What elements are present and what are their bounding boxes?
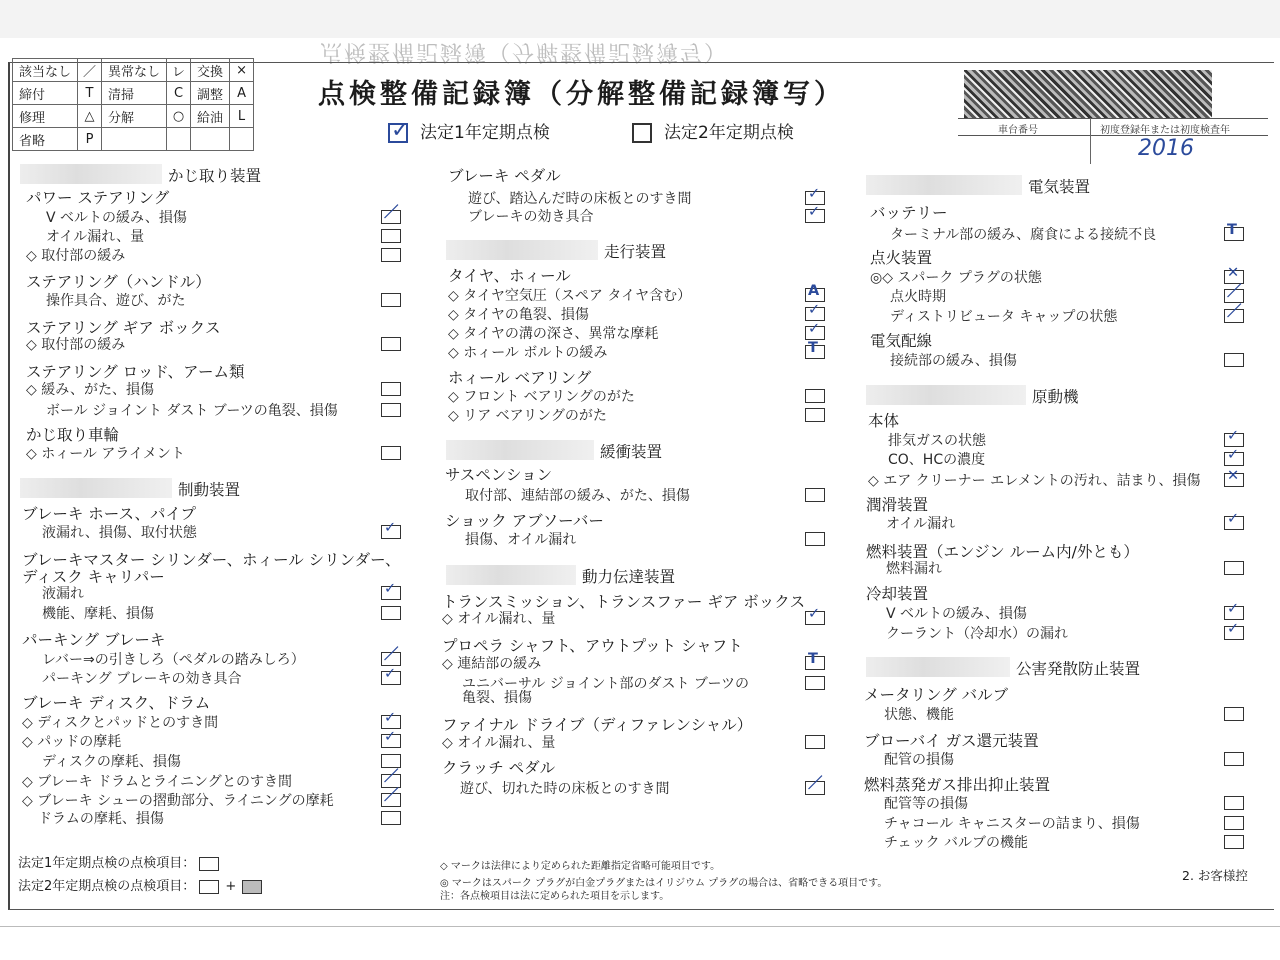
handwritten-check-mark: ✓ (808, 186, 821, 202)
item-category: かじ取り車輪 (26, 426, 120, 444)
check-item-label: ユニバーサル ジョイント部のダスト ブーツの (462, 676, 749, 692)
legend-symbol: ／ (78, 59, 102, 82)
item-category: 潤滑装置 (866, 496, 929, 514)
handwritten-check-mark: ✓ (384, 581, 397, 597)
check-box[interactable] (1224, 707, 1244, 721)
check-item-label: ターミナル部の緩み、腐食による接続不良 (890, 227, 1157, 243)
legend-symbol: P (78, 128, 102, 151)
item-category: トランスミッション、トランスファー ギア ボックス (442, 593, 806, 611)
section-header-bar (446, 565, 576, 585)
item-category: ブレーキ ペダル (448, 167, 561, 185)
check-box[interactable] (1224, 816, 1244, 830)
check-item-label: チャコール キャニスターの詰まり、損傷 (884, 816, 1140, 832)
check-box[interactable] (1224, 561, 1244, 575)
check-item-label: ◇ ディスクとパッドとのすき間 (22, 715, 219, 731)
item-category: ディスク キャリパー (22, 568, 165, 586)
legend-row (13, 128, 254, 151)
check-box[interactable] (381, 248, 401, 262)
item-category: ステアリング ギア ボックス (26, 319, 221, 337)
handwritten-check-mark: ✓ (808, 204, 821, 220)
check-box[interactable] (381, 403, 401, 417)
legend-term: 給油 (191, 105, 230, 128)
legend-term: 清掃 (102, 82, 167, 105)
check-item-label: ブレーキの効き具合 (468, 209, 594, 225)
legend-term: 分解 (102, 105, 167, 128)
handwritten-check-mark: ✓ (808, 606, 821, 622)
check-item-label: パーキング ブレーキの効き具合 (42, 671, 242, 687)
legend-symbol: T (78, 82, 102, 105)
check-item-label: ◇ 取付部の緩み (26, 248, 126, 264)
check-item-label: V ベルトの緩み、損傷 (46, 210, 187, 226)
check-box[interactable] (805, 408, 825, 422)
check-item-label: 亀裂、損傷 (462, 690, 532, 706)
legend-symbol: ○ (167, 105, 191, 128)
check-item-label: ボール ジョイント ダスト ブーツの亀裂、損傷 (46, 403, 338, 419)
handwritten-check-mark: ✓ (384, 666, 397, 682)
check-item-label: ◇ タイヤ空気圧（スペア タイヤ含む） (448, 288, 692, 304)
check-item-label: レバー⇒の引きしろ（ペダルの踏みしろ） (42, 652, 305, 668)
check-box[interactable] (381, 293, 401, 307)
section-title: かじ取り装置 (168, 167, 262, 185)
item-category: パーキング ブレーキ (22, 631, 166, 649)
handwritten-check-mark: ✓ (1227, 601, 1240, 617)
item-category: ブレーキマスター シリンダー、ホィール シリンダー、 (22, 551, 401, 569)
check-item-label: 燃料漏れ (886, 561, 942, 577)
legal-2yr-box-gray (242, 880, 262, 894)
check-item-label: ◇ 取付部の緩み (26, 337, 126, 353)
section-header-bar (866, 385, 1026, 405)
item-category: ブローバイ ガス還元装置 (864, 732, 1039, 750)
check-box[interactable] (1224, 752, 1244, 766)
customer-copy-label: 2. お客様控 (1182, 868, 1248, 883)
item-category: 冷却装置 (866, 585, 929, 603)
check-item-label: CO、HCの濃度 (888, 452, 986, 468)
legend-term: 該当なし (13, 59, 78, 82)
section-header-bar (866, 175, 1022, 195)
check-item-label: ◇ オイル漏れ、量 (442, 735, 556, 751)
section-header-bar (446, 240, 598, 260)
section-title: 動力伝達装置 (582, 568, 676, 586)
legend-symbol (230, 128, 254, 151)
option-1yr-inspection[interactable] (388, 118, 550, 143)
item-category: ブレーキ ディスク、ドラム (22, 694, 211, 712)
item-category: パワー ステアリング (26, 189, 170, 207)
check-item-label: ◇ ホィール アライメント (26, 446, 185, 462)
check-item-label: クーラント（冷却水）の漏れ (886, 626, 1068, 642)
handwritten-check-mark: ✓ (808, 302, 821, 318)
check-box[interactable] (805, 488, 825, 502)
check-item-label: 損傷、オイル漏れ (465, 532, 577, 548)
check-box[interactable] (381, 382, 401, 396)
legend-symbol (167, 128, 191, 151)
check-item-label: 液漏れ、損傷、取付状態 (42, 525, 197, 541)
vehicle-number-label: 車台番号 (998, 125, 1038, 136)
handwritten-check-mark: ／ (384, 788, 399, 804)
legal-2yr-box-white (199, 880, 219, 894)
handwritten-check-mark: ／ (808, 776, 823, 792)
check-item-label: 排気ガスの状態 (888, 433, 986, 449)
legend-symbol: × (230, 59, 254, 82)
check-box[interactable] (381, 754, 401, 768)
legend-symbol: レ (167, 59, 191, 82)
check-item-label: 接続部の緩み、損傷 (890, 353, 1017, 369)
check-box[interactable] (1224, 796, 1244, 810)
handwritten-check-mark: T (808, 651, 818, 667)
redacted-vehicle-number (964, 70, 1212, 118)
item-category: 本体 (868, 412, 900, 430)
item-category: 燃料蒸発ガス排出抑止装置 (864, 776, 1051, 794)
check-box[interactable] (1224, 353, 1244, 367)
item-category: ショック アブソーバー (445, 512, 604, 530)
check-item-label: ◇ フロント ベアリングのがた (448, 389, 635, 405)
handwritten-check-mark: ／ (1227, 304, 1242, 320)
item-category: 電気配線 (870, 332, 933, 350)
check-box[interactable] (381, 229, 401, 243)
legend-row (13, 105, 254, 128)
item-category: プロペラ シャフト、アウトプット シャフト (442, 637, 743, 655)
legend-symbol: △ (78, 105, 102, 128)
legend-term: 修理 (13, 105, 78, 128)
legal-2yr-legend (18, 875, 262, 894)
section-title: 電気装置 (1028, 178, 1091, 196)
legal-1yr-legend (18, 852, 219, 871)
check-item-label: 配管の損傷 (884, 752, 954, 768)
check-item-label: ◇ オイル漏れ、量 (442, 611, 556, 627)
legal-1yr-box (199, 857, 219, 871)
check-item-label: ◇ リア ベアリングのがた (448, 408, 607, 424)
check-box[interactable] (805, 676, 825, 690)
legend-term: 異常なし (102, 59, 167, 82)
handwritten-check-mark: ✓ (1227, 511, 1240, 527)
option-1yr-label: 法定1年定期点検 (420, 123, 550, 143)
handwritten-check-mark: ／ (384, 769, 399, 785)
check-item-label: 状態、機能 (884, 707, 954, 723)
legend-term: 締付 (13, 82, 78, 105)
handwritten-check-mark: A (808, 283, 820, 299)
item-category: サスペンション (445, 466, 553, 484)
section-title: 原動機 (1032, 388, 1079, 406)
item-category: ステアリング（ハンドル） (26, 273, 211, 291)
section-title: 走行装置 (604, 243, 667, 261)
check-item-label: ◇ 連結部の緩み (442, 656, 542, 672)
handwritten-check-mark: ／ (384, 205, 399, 221)
check-item-label: ◇ ホィール ボルトの緩み (448, 345, 608, 361)
item-category: タイヤ、ホィール (448, 267, 571, 285)
check-item-label: ◎◇ スパーク プラグの状態 (870, 270, 1042, 286)
handwritten-check-mark: ／ (384, 647, 399, 663)
top-strip (0, 0, 1280, 38)
check-item-label: 機能、摩耗、損傷 (42, 606, 154, 622)
legal-2yr-plus: + (225, 879, 237, 894)
check-item-label: ディストリビュータ キャップの状態 (890, 309, 1118, 325)
check-box[interactable] (805, 532, 825, 546)
handwritten-check-mark: T (808, 340, 818, 356)
handwritten-check-mark: T (1227, 222, 1237, 238)
check-box[interactable] (1224, 835, 1244, 849)
check-box[interactable] (381, 606, 401, 620)
lower-rule (0, 926, 1280, 927)
handwritten-check-mark: ✕ (1227, 265, 1240, 281)
footnote-2: ◎ マークはスパーク プラグが白金プラグまたはイリジウム プラグの場合は、省略できる項目です。 (440, 878, 888, 889)
check-item-label: 取付部、連結部の緩み、がた、損傷 (465, 488, 690, 504)
check-box[interactable] (805, 735, 825, 749)
section-header-bar (866, 657, 1010, 677)
option-2yr-label: 法定2年定期点検 (664, 123, 794, 143)
handwritten-check-mark: ✓ (1227, 621, 1240, 637)
option-1yr-checkbox[interactable] (388, 123, 408, 143)
check-box[interactable] (381, 446, 401, 460)
check-item-label: ◇ タイヤの亀裂、損傷 (448, 307, 589, 323)
item-category: バッテリー (870, 204, 948, 222)
item-category: クラッチ ペダル (442, 759, 556, 777)
legend-symbol: A (230, 82, 254, 105)
check-item-label: ◇ タイヤの溝の深さ、異常な摩耗 (448, 326, 659, 342)
item-category: 燃料装置（エンジン ルーム内/外とも） (866, 543, 1139, 561)
item-category: 点火装置 (870, 249, 933, 267)
legend-symbol: L (230, 105, 254, 128)
section-header-bar (446, 440, 594, 460)
handwritten-check-mark: ✓ (1227, 447, 1240, 463)
handwritten-check-mark: ✓ (384, 520, 397, 536)
item-category: ファイナル ドライブ（ディファレンシャル） (442, 716, 753, 734)
check-item-label: 配管等の損傷 (884, 796, 968, 812)
handwritten-check-mark: ／ (1227, 284, 1242, 300)
legend-term: 省略 (13, 128, 78, 151)
legend-term (102, 128, 167, 151)
option-2yr-checkbox[interactable] (632, 123, 652, 143)
check-item-label: 遊び、踏込んだ時の床板とのすき間 (468, 191, 692, 207)
legal-2yr-label: 法定2年定期点検の点検項目： (18, 879, 196, 894)
footnote-3: 注：各点検項目は法に定められた項目を示します。 (440, 891, 670, 902)
section-title: 緩衝装置 (600, 443, 663, 461)
check-box[interactable] (381, 337, 401, 351)
check-box[interactable] (381, 811, 401, 825)
check-item-label: ◇ 緩み、がた、損傷 (26, 382, 155, 398)
check-item-label: チェック バルブの機能 (884, 835, 1029, 851)
item-category: メータリング バルブ (864, 686, 1009, 704)
item-category: ブレーキ ホース、パイプ (22, 505, 197, 523)
check-item-label: オイル漏れ (886, 516, 956, 532)
check-item-label: 液漏れ (42, 586, 84, 602)
handwritten-check-mark: ✕ (1227, 468, 1240, 484)
registration-year: 2016 (1138, 136, 1194, 161)
check-item-label: 遊び、切れた時の床板とのすき間 (460, 781, 670, 797)
footnote-1: ◇ マークは法律により定められた距離指定省略可能項目です。 (440, 861, 721, 872)
check-item-label: ◇ エア クリーナー エレメントの汚れ、詰まり、損傷 (868, 473, 1201, 489)
registration-divider (1090, 118, 1091, 164)
check-item-label: 操作具合、遊び、がた (46, 293, 186, 309)
handwritten-check-mark: ✓ (384, 729, 397, 745)
legend-symbol: C (167, 82, 191, 105)
symbol-legend-table (12, 58, 254, 151)
legal-1yr-label: 法定1年定期点検の点検項目： (18, 856, 196, 871)
handwritten-check-mark: ✓ (384, 710, 397, 726)
option-2yr-inspection[interactable] (632, 118, 794, 143)
registration-header (958, 118, 1268, 136)
section-header-bar (20, 164, 162, 184)
check-box[interactable] (805, 389, 825, 403)
check-item-label: ◇ ブレーキ ドラムとライニングとのすき間 (22, 774, 292, 790)
handwritten-check-mark: ✓ (1227, 428, 1240, 444)
check-item-label: 点火時期 (890, 289, 946, 305)
section-title: 公害発散防止装置 (1016, 660, 1141, 678)
legend-term (191, 128, 230, 151)
legend-term: 調整 (191, 82, 230, 105)
check-item-label: ディスクの摩耗、損傷 (42, 754, 181, 770)
check-item-label: オイル漏れ、量 (46, 229, 145, 245)
item-category: ホィール ベアリング (448, 369, 592, 387)
check-item-label: ドラムの摩耗、損傷 (38, 811, 164, 827)
section-title: 制動装置 (178, 481, 241, 499)
first-registration-label: 初度登録年または初度検査年 (1100, 125, 1230, 136)
check-item-label: ◇ ブレーキ シューの摺動部分、ライニングの摩耗 (22, 793, 334, 809)
page-title: 点検整備記録簿（分解整備記録簿写） (318, 79, 845, 110)
legend-row (13, 59, 254, 82)
legend-term: 交換 (191, 59, 230, 82)
handwritten-check-mark: ✓ (808, 321, 821, 337)
check-item-label: ◇ パッドの摩耗 (22, 734, 122, 750)
section-header-bar (20, 478, 172, 498)
item-category: ステアリング ロッド、アーム類 (26, 363, 245, 381)
check-item-label: V ベルトの緩み、損傷 (886, 606, 1027, 622)
bleed-through-title: 点検整備記録簿（分解整備記録簿写） (320, 39, 729, 64)
legend-row (13, 82, 254, 105)
